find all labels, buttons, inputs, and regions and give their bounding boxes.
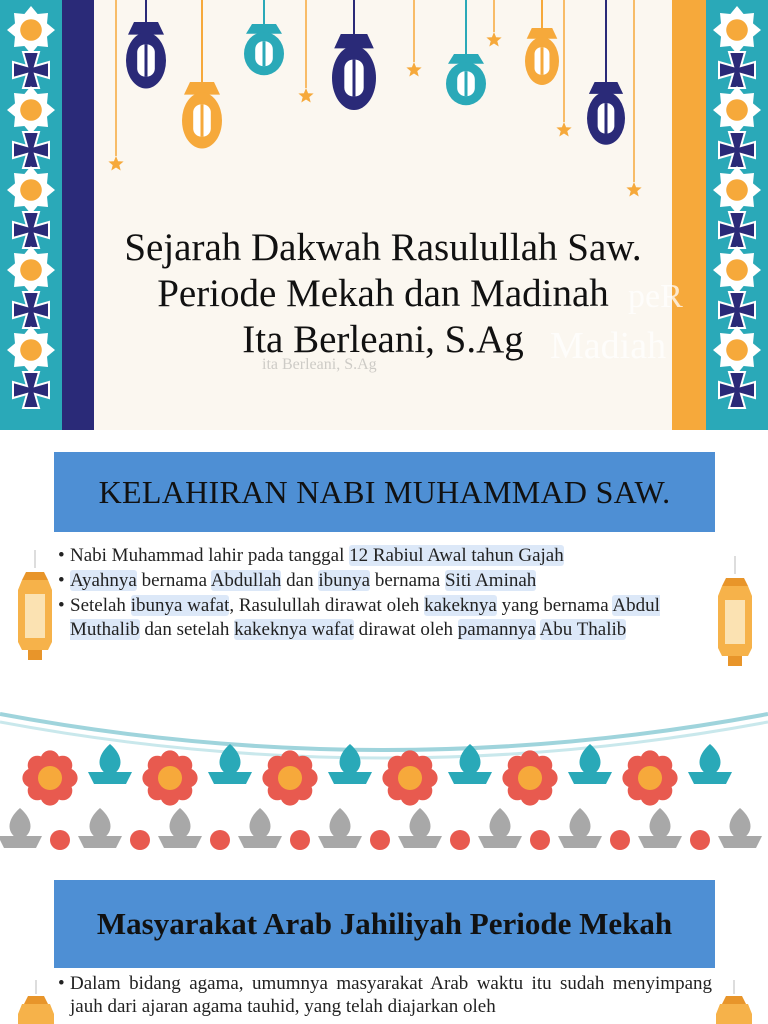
highlighted-text: ibunya wafat (130, 595, 230, 616)
right-tile-pattern (706, 0, 768, 430)
lantern-right-icon (712, 556, 758, 676)
text-run: yang bernama (496, 595, 613, 616)
hanging-lanterns (94, 0, 672, 200)
ghost-text-1: peR (628, 278, 683, 315)
list-item (58, 972, 712, 1018)
list-item-text (70, 972, 712, 1018)
bullet-list (58, 544, 714, 643)
text-run: bernama (136, 570, 211, 591)
bullet-dot: • (58, 973, 65, 994)
section-header-2 (54, 880, 715, 968)
text-run: dan (281, 570, 319, 591)
highlighted-text: Abdullah (210, 570, 282, 591)
highlighted-text: Abu Thalib (539, 619, 627, 640)
lantern-left-icon (12, 550, 58, 670)
section-title-2: Masyarakat Arab Jahiliyah Periode Mekah (96, 906, 673, 941)
list-item-text (70, 544, 714, 568)
birth-slide (0, 430, 768, 860)
highlighted-text: pamannya (457, 619, 536, 640)
list-item-text (70, 569, 714, 593)
text-run: bernama (370, 570, 445, 591)
text-run: dirawat oleh (353, 619, 458, 640)
orange-border-bar (672, 0, 706, 430)
ghost-text-2: Madiah (550, 325, 667, 367)
bullet-dot: • (58, 545, 65, 566)
list-item (58, 594, 714, 642)
text-run: , Rasulullah dirawat oleh (229, 595, 425, 616)
left-tile-pattern (0, 0, 62, 430)
highlighted-text: ibunya (318, 570, 371, 591)
arabesque-pattern (0, 700, 768, 860)
bullet-dot: • (58, 595, 65, 616)
jahiliyah-slide (0, 860, 768, 1024)
presentation-title: Sejarah Dakwah Rasulullah Saw. (124, 226, 642, 269)
text-run: dan setelah (139, 619, 235, 640)
highlighted-text: Abdul Muthalib (70, 595, 660, 640)
highlighted-text: 12 Rabiul Awal tahun Gajah (349, 545, 564, 566)
list-item (58, 544, 714, 568)
highlighted-text: Ayahnya (70, 570, 137, 591)
lantern-left-icon-2 (16, 980, 56, 1024)
title-slide (0, 0, 768, 430)
text-run: Dalam bidang agama, umumnya masyarakat Arab waktu itu sudah menyimpang jauh dari ajaran agama tauhid, yang telah diajarkan oleh (70, 973, 712, 1017)
bullet-list-2 (58, 972, 712, 1019)
bullet-dot: • (58, 570, 65, 591)
text-run: Nabi Muhammad lahir pada tanggal (70, 545, 350, 566)
lantern-right-icon-2 (714, 980, 754, 1024)
section-title: KELAHIRAN NABI MUHAMMAD SAW. (98, 473, 671, 510)
list-item-text (70, 594, 714, 642)
author-name: Ita Berleani, S.Ag (242, 318, 524, 361)
highlighted-text: kakeknya wafat (234, 619, 354, 640)
navy-border-bar (62, 0, 94, 430)
section-header (54, 452, 715, 532)
text-run: Setelah (70, 595, 131, 616)
highlighted-text: kakeknya (424, 595, 497, 616)
list-item (58, 569, 714, 593)
ghost-text-3: ita Berleani, S.Ag (262, 356, 377, 373)
highlighted-text: Siti Aminah (444, 570, 537, 591)
presentation-subtitle: Periode Mekah dan Madinah (157, 272, 609, 315)
